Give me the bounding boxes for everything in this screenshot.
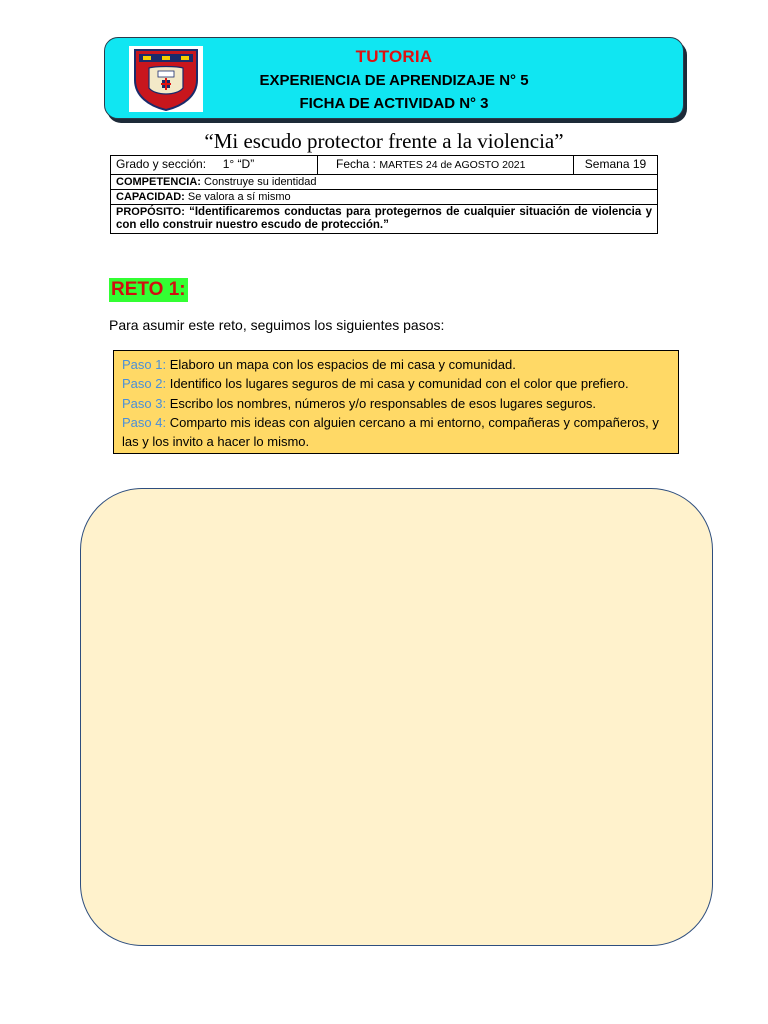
activity-sheet-title: FICHA DE ACTIVIDAD N° 3: [299, 95, 489, 112]
proposito-label: PROPÓSITO:: [116, 206, 185, 218]
step-item: [122, 355, 678, 374]
competencia-label: COMPETENCIA:: [116, 176, 201, 188]
step-label: Paso 3:: [122, 395, 167, 411]
step-label: Paso 2:: [122, 376, 167, 392]
grado-label: Grado y sección:: [116, 157, 207, 171]
info-table: [110, 155, 658, 234]
step-text: Escribo los nombres, números y/o responsables de esos lugares seguros.: [169, 395, 597, 411]
fecha-label: Fecha :: [336, 157, 377, 171]
semana-value: Semana 19: [584, 157, 647, 171]
semana-cell: [574, 156, 658, 175]
step-text: Comparto mis ideas con alguien cercano a mi entorno, compañeras y compañeros, y las y los invito a hacer lo mismo.: [122, 414, 659, 450]
step-item: [122, 374, 678, 393]
competencia-value: Construye su identidad: [204, 176, 317, 188]
step-label: Paso 1:: [122, 357, 167, 372]
capacidad-value: Se valora a sí mismo: [187, 191, 291, 203]
fecha-value: MARTES 24 de AGOSTO 2021: [379, 159, 526, 171]
step-text: Identifico los lugares seguros de mi casa y comunidad con el color que prefiero.: [169, 376, 629, 392]
document-title: “Mi escudo protector frente a la violencia”: [204, 129, 564, 153]
grado-cell: [111, 156, 318, 175]
reto-heading: RETO 1:: [111, 279, 186, 300]
proposito-row: [111, 205, 658, 234]
capacidad-label: CAPACIDAD:: [116, 191, 185, 203]
step-item: [122, 394, 678, 413]
capacidad-row: [111, 190, 658, 205]
grado-value: 1° “D”: [222, 157, 255, 171]
step-item: [122, 413, 678, 452]
step-text: Elaboro un mapa con los espacios de mi casa y comunidad.: [169, 357, 516, 372]
experience-title: EXPERIENCIA DE APRENDIZAJE N° 5: [259, 72, 529, 89]
drawing-area[interactable]: [80, 488, 713, 946]
proposito-value: “Identificaremos conductas para protegernos de cualquier situación de violencia y con ello construir nuestro escudo de protección.”: [116, 206, 652, 231]
banner-title: TUTORIA: [355, 47, 433, 66]
competencia-row: [111, 175, 658, 190]
step-label: Paso 4:: [122, 414, 167, 430]
fecha-cell: [318, 156, 574, 175]
intro-text: Para asumir este reto, seguimos los siguientes pasos:: [109, 317, 445, 333]
header-banner: [104, 37, 684, 119]
steps-box: [113, 350, 679, 454]
